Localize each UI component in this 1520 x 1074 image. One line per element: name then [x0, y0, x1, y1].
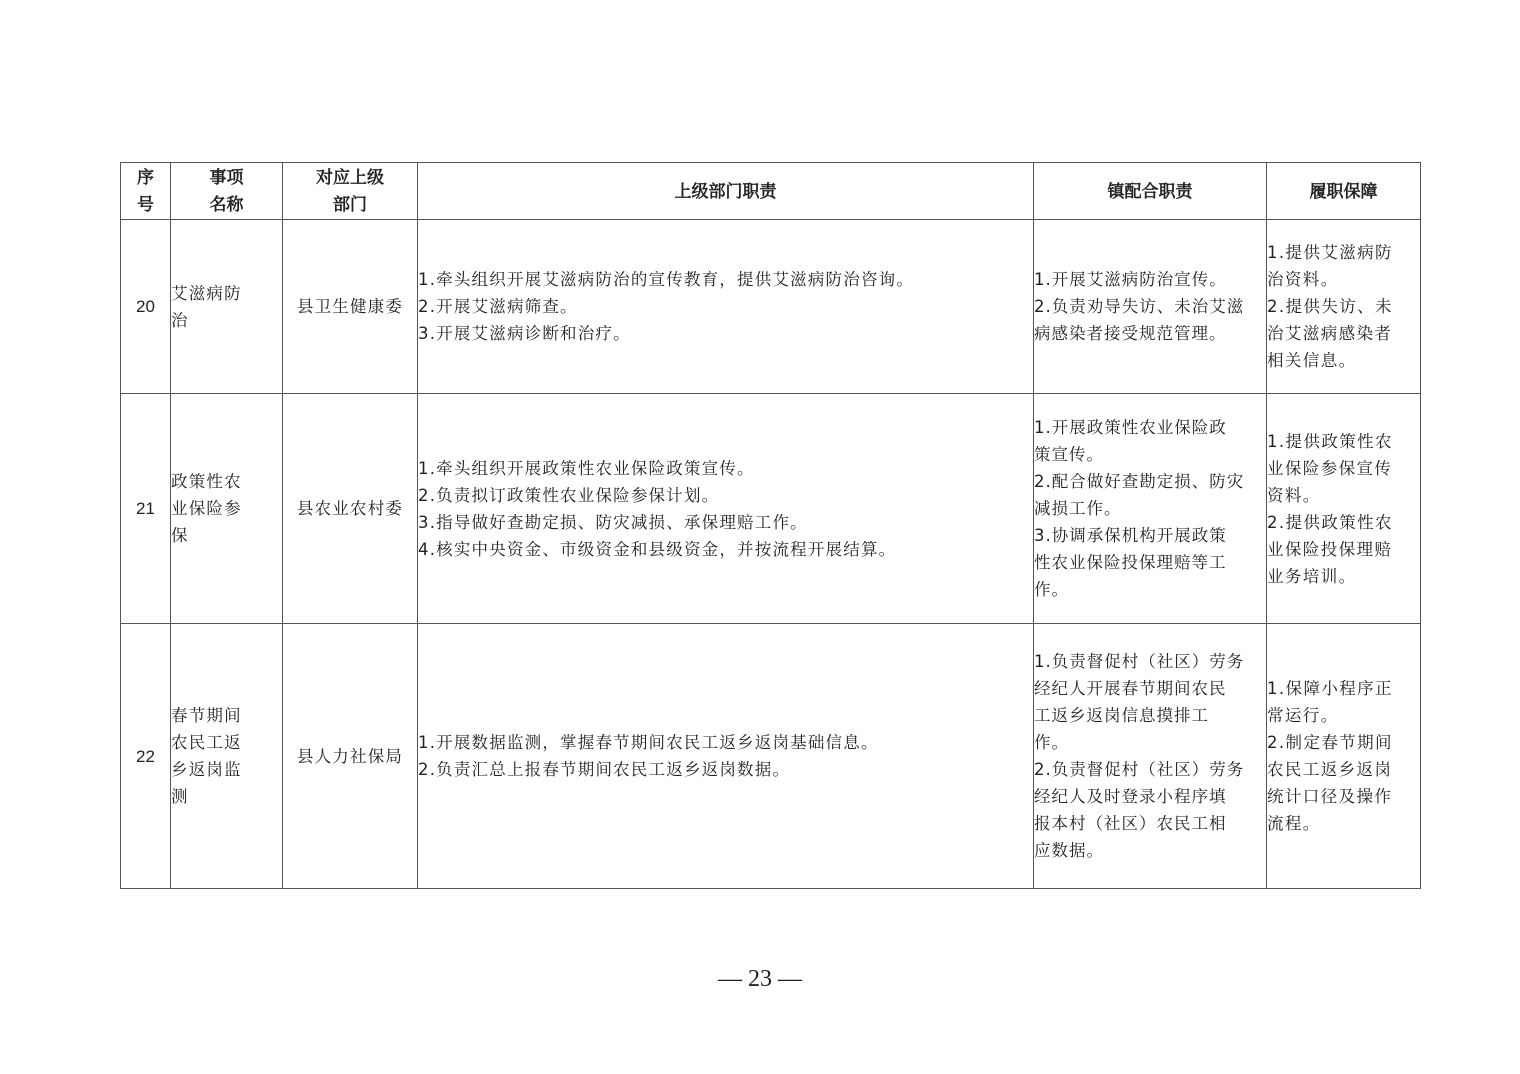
town-duties: 1.开展政策性农业保险政 策宣传。 2.配合做好查勘定损、防灾 减损工作。 3.协调承保机构开展政策 性农业保险投保理赔等工 作。 — [1034, 394, 1267, 624]
upper-duties: 1.开展数据监测，掌握春节期间农民工返乡返岗基础信息。 2.负责汇总上报春节期间农民工返乡返岗数据。 — [418, 624, 1034, 889]
item-name: 政策性农 业保险参 保 — [171, 394, 283, 624]
guarantee: 1.保障小程序正 常运行。 2.制定春节期间 农民工返乡返岗 统计口径及操作 流程。 — [1267, 624, 1421, 889]
guarantee: 1.提供艾滋病防 治资料。 2.提供失访、未 治艾滋病感染者 相关信息。 — [1267, 220, 1421, 394]
row-number: 21 — [121, 394, 171, 624]
item-name: 艾滋病防 治 — [171, 220, 283, 394]
upper-department: 县卫生健康委 — [283, 220, 418, 394]
header-guarantee: 履职保障 — [1267, 163, 1421, 220]
header-name: 事项 名称 — [171, 163, 283, 220]
table-row — [121, 394, 1421, 624]
upper-duties: 1.牵头组织开展艾滋病防治的宣传教育，提供艾滋病防治咨询。 2.开展艾滋病筛查。 3.开展艾滋病诊断和治疗。 — [418, 220, 1034, 394]
header-no: 序 号 — [121, 163, 171, 220]
row-number: 20 — [121, 220, 171, 394]
header-dept: 对应上级 部门 — [283, 163, 418, 220]
upper-department: 县人力社保局 — [283, 624, 418, 889]
table-row — [121, 220, 1421, 394]
table-row — [121, 624, 1421, 889]
duty-table — [120, 162, 1421, 889]
guarantee: 1.提供政策性农 业保险参保宣传 资料。 2.提供政策性农 业保险投保理赔 业务培训。 — [1267, 394, 1421, 624]
page-number: — 23 — — [718, 966, 802, 992]
header-town-duties: 镇配合职责 — [1034, 163, 1267, 220]
header-upper-duties: 上级部门职责 — [418, 163, 1034, 220]
item-name: 春节期间 农民工返 乡返岗监 测 — [171, 624, 283, 889]
upper-duties: 1.牵头组织开展政策性农业保险政策宣传。 2.负责拟订政策性农业保险参保计划。 3.指导做好查勘定损、防灾减损、承保理赔工作。 4.核实中央资金、市级资金和县级资金，并按流程开展结算。 — [418, 394, 1034, 624]
town-duties: 1.负责督促村（社区）劳务 经纪人开展春节期间农民 工返乡返岗信息摸排工 作。 2.负责督促村（社区）劳务 经纪人及时登录小程序填 报本村（社区）农民工相 应数据。 — [1034, 624, 1267, 889]
header-row — [121, 163, 1421, 220]
row-number: 22 — [121, 624, 171, 889]
upper-department: 县农业农村委 — [283, 394, 418, 624]
town-duties: 1.开展艾滋病防治宣传。 2.负责劝导失访、未治艾滋 病感染者接受规范管理。 — [1034, 220, 1267, 394]
